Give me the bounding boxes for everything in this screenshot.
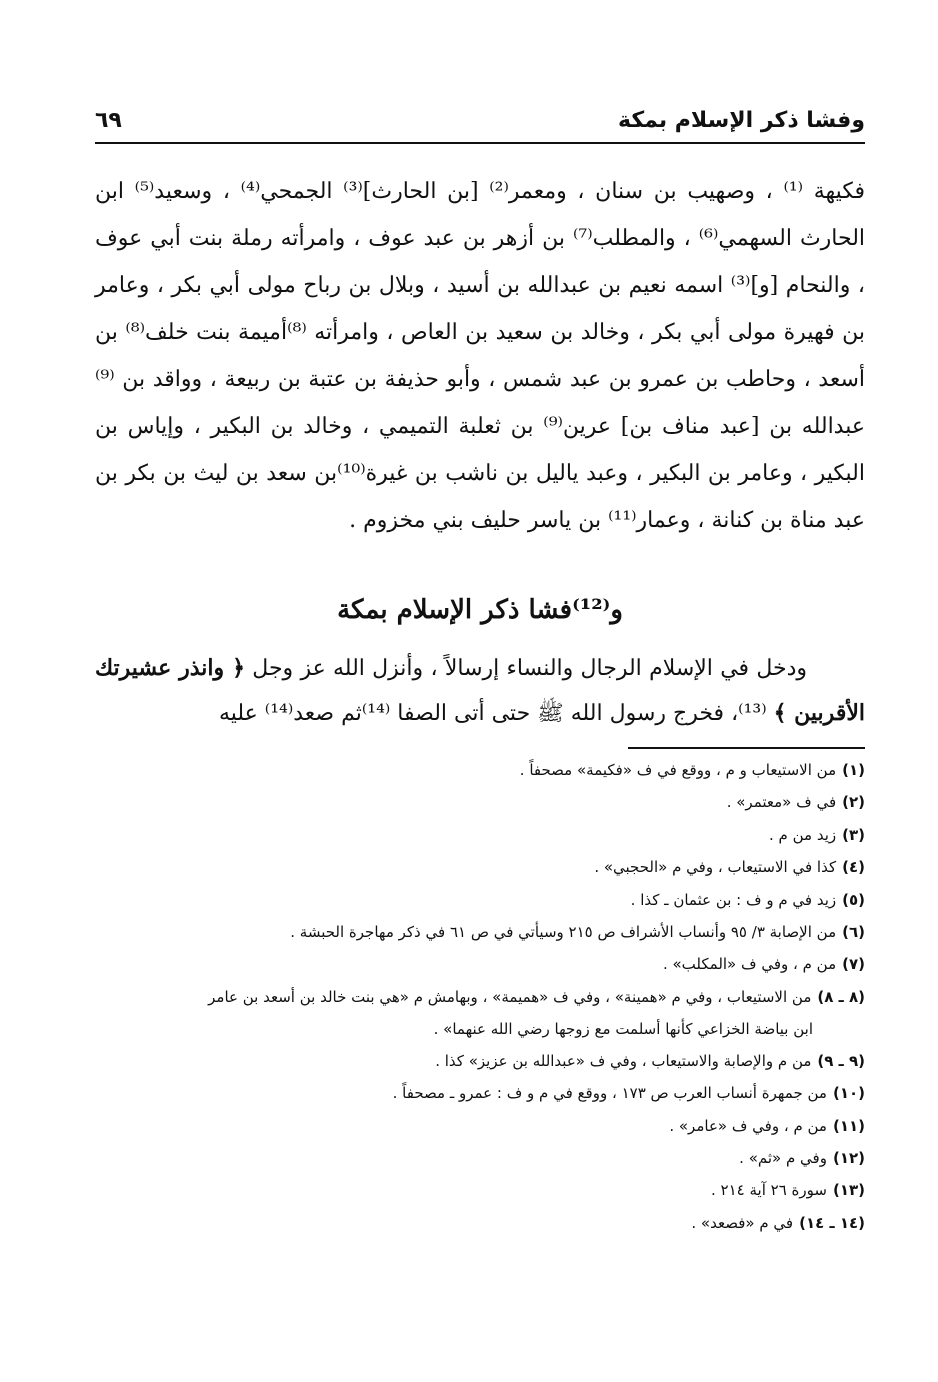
footnote-number: (١١) bbox=[832, 1116, 865, 1135]
footnote-4 bbox=[95, 851, 865, 883]
section-heading: و⁽¹²⁾فشا ذكر الإسلام بمكة bbox=[337, 595, 623, 625]
footnote-number: (٦) bbox=[842, 923, 865, 942]
footnote-number: (٥) bbox=[842, 890, 865, 909]
footnote-1 bbox=[95, 754, 865, 786]
header-rule bbox=[95, 142, 865, 144]
body-paragraph: فكيهة ⁽¹⁾ ، وصهيب بن سنان ، ومعمر⁽²⁾ [بن الحارث]⁽³⁾ الجمحي⁽⁴⁾ ، وسعيد⁽⁵⁾ ابن الحارث السهمي⁽⁶⁾ ، والمطلب⁽⁷⁾ بن أزهر بن عبد عوف ، وامرأته رملة بنت أبي عوف ، والنحام [و]⁽³⁾ اسمه نعيم بن عبدالله بن أسيد ، وبلال بن رباح مولى أبي بكر ، وعامر بن فهيرة مولى أبي بكر ، وخالد بن سعيد بن العاص ، وامرأته ⁽⁸⁾أميمة بنت خلف⁽⁸⁾ بن أسعد ، وحاطب بن عمرو بن عبد شمس ، وأبو حذيفة بن عتبة بن ربيعة ، وواقد بن ⁽⁹⁾عبدالله بن [عبد مناف بن] عرين⁽⁹⁾ بن ثعلبة التميمي ، وخالد بن البكير ، وإياس بن البكير ، وعامر بن البكير ، وعبد ياليل بن ناشب بن غيرة⁽¹⁰⁾بن سعد بن ليث بن بكر بن عبد مناة بن كنانة ، وعمار⁽¹¹⁾ بن ياسر حليف بني مخزوم . bbox=[95, 179, 866, 533]
footnote-text: من م والإصابة والاستيعاب ، وفي ف «عبدالله بن عزيز» كذا . bbox=[435, 1051, 812, 1070]
section-body-text bbox=[95, 646, 865, 736]
footnote-text: كذا في الاستيعاب ، وفي م «الحجبي» . bbox=[594, 858, 837, 877]
footnote-5 bbox=[95, 884, 865, 916]
section-paragraph bbox=[95, 646, 865, 736]
footnote-separator bbox=[628, 747, 865, 749]
footnote-12 bbox=[95, 1142, 865, 1174]
footnote-text: من م ، وفي ف «المكلب» . bbox=[662, 955, 837, 974]
footnote-3 bbox=[95, 819, 865, 851]
footnote-text: زيد من م . bbox=[769, 825, 837, 844]
section-text-after-verse: ⁽¹³⁾، فخرج رسول الله ﷺ حتى أتى الصفا ⁽¹⁴⁾ثم صعد⁽¹⁴⁾ عليه bbox=[218, 701, 774, 726]
footnote-text: من الاستيعاب ، وفي م «همينة» ، وفي ف «هميمة» ، وبهامش م «هي بنت خالد بن أسعد بن عامر bbox=[208, 987, 812, 1006]
main-body-text bbox=[95, 168, 865, 544]
footnote-number: (١٣) bbox=[832, 1181, 865, 1200]
footnote-7 bbox=[95, 948, 865, 980]
footnote-number: (٢) bbox=[842, 793, 865, 812]
footnote-number: (١) bbox=[842, 761, 865, 779]
footnote-8 bbox=[95, 981, 865, 1045]
footnote-number: (٣) bbox=[842, 825, 865, 844]
footnote-text: من الاستيعاب و م ، ووقع في ف «فكيمة» مصحفاً . bbox=[519, 761, 837, 779]
footnote-text: من جمهرة أنساب العرب ص ١٧٣ ، ووقع في م و ف : عمرو ـ مصحفاً . bbox=[392, 1084, 827, 1103]
footnote-11 bbox=[95, 1110, 865, 1142]
footnote-text: زيد في م و ف : بن عثمان ـ كذا . bbox=[630, 890, 837, 909]
footnote-text: وفي م «ثم» . bbox=[739, 1149, 827, 1168]
footnote-6 bbox=[95, 916, 865, 948]
quran-verse: ﴿ وانذر عشيرتك الأقربين ﴾ bbox=[95, 655, 865, 726]
footnote-text: في م «فصعد» . bbox=[691, 1213, 794, 1232]
footnote-13 bbox=[95, 1174, 865, 1206]
footnote-14 bbox=[95, 1207, 865, 1239]
running-header bbox=[95, 102, 865, 138]
footnotes-list bbox=[95, 754, 865, 1239]
chapter-title: وفشا ذكر الإسلام بمكة bbox=[617, 107, 865, 133]
footnote-2 bbox=[95, 786, 865, 818]
footnote-number: (١٤ ـ ١٤) bbox=[799, 1213, 865, 1232]
footnote-text: من الإصابة ٣/ ٩٥ وأنساب الأشراف ص ٢١٥ وسيأتي في ص ٦١ في ذكر مهاجرة الحبشة . bbox=[290, 923, 837, 942]
footnote-number: (٧) bbox=[842, 955, 865, 974]
footnote-number: (١٠) bbox=[832, 1084, 865, 1103]
footnote-9 bbox=[95, 1045, 865, 1077]
page-number: ٦٩ bbox=[95, 107, 122, 133]
section-text-before-verse: ودخل في الإسلام الرجال والنساء إرسالاً ، وأنزل الله عز وجل bbox=[245, 656, 808, 681]
footnote-continuation: ابن بياضة الخزاعي كأنها أسلمت مع زوجها رضي الله عنهما» . bbox=[433, 1019, 813, 1038]
footnote-number: (١٢) bbox=[832, 1149, 865, 1168]
footnote-text: من م ، وفي ف «عامر» . bbox=[669, 1116, 827, 1135]
footnote-number: (٨ ـ ٨) bbox=[817, 987, 865, 1006]
footnote-number: (٩ ـ ٩) bbox=[817, 1051, 865, 1070]
footnote-text: في ف «معتمر» . bbox=[726, 793, 837, 812]
footnote-text: سورة ٢٦ آية ٢١٤ . bbox=[711, 1181, 827, 1200]
footnote-number: (٤) bbox=[842, 858, 865, 877]
footnote-10 bbox=[95, 1077, 865, 1109]
